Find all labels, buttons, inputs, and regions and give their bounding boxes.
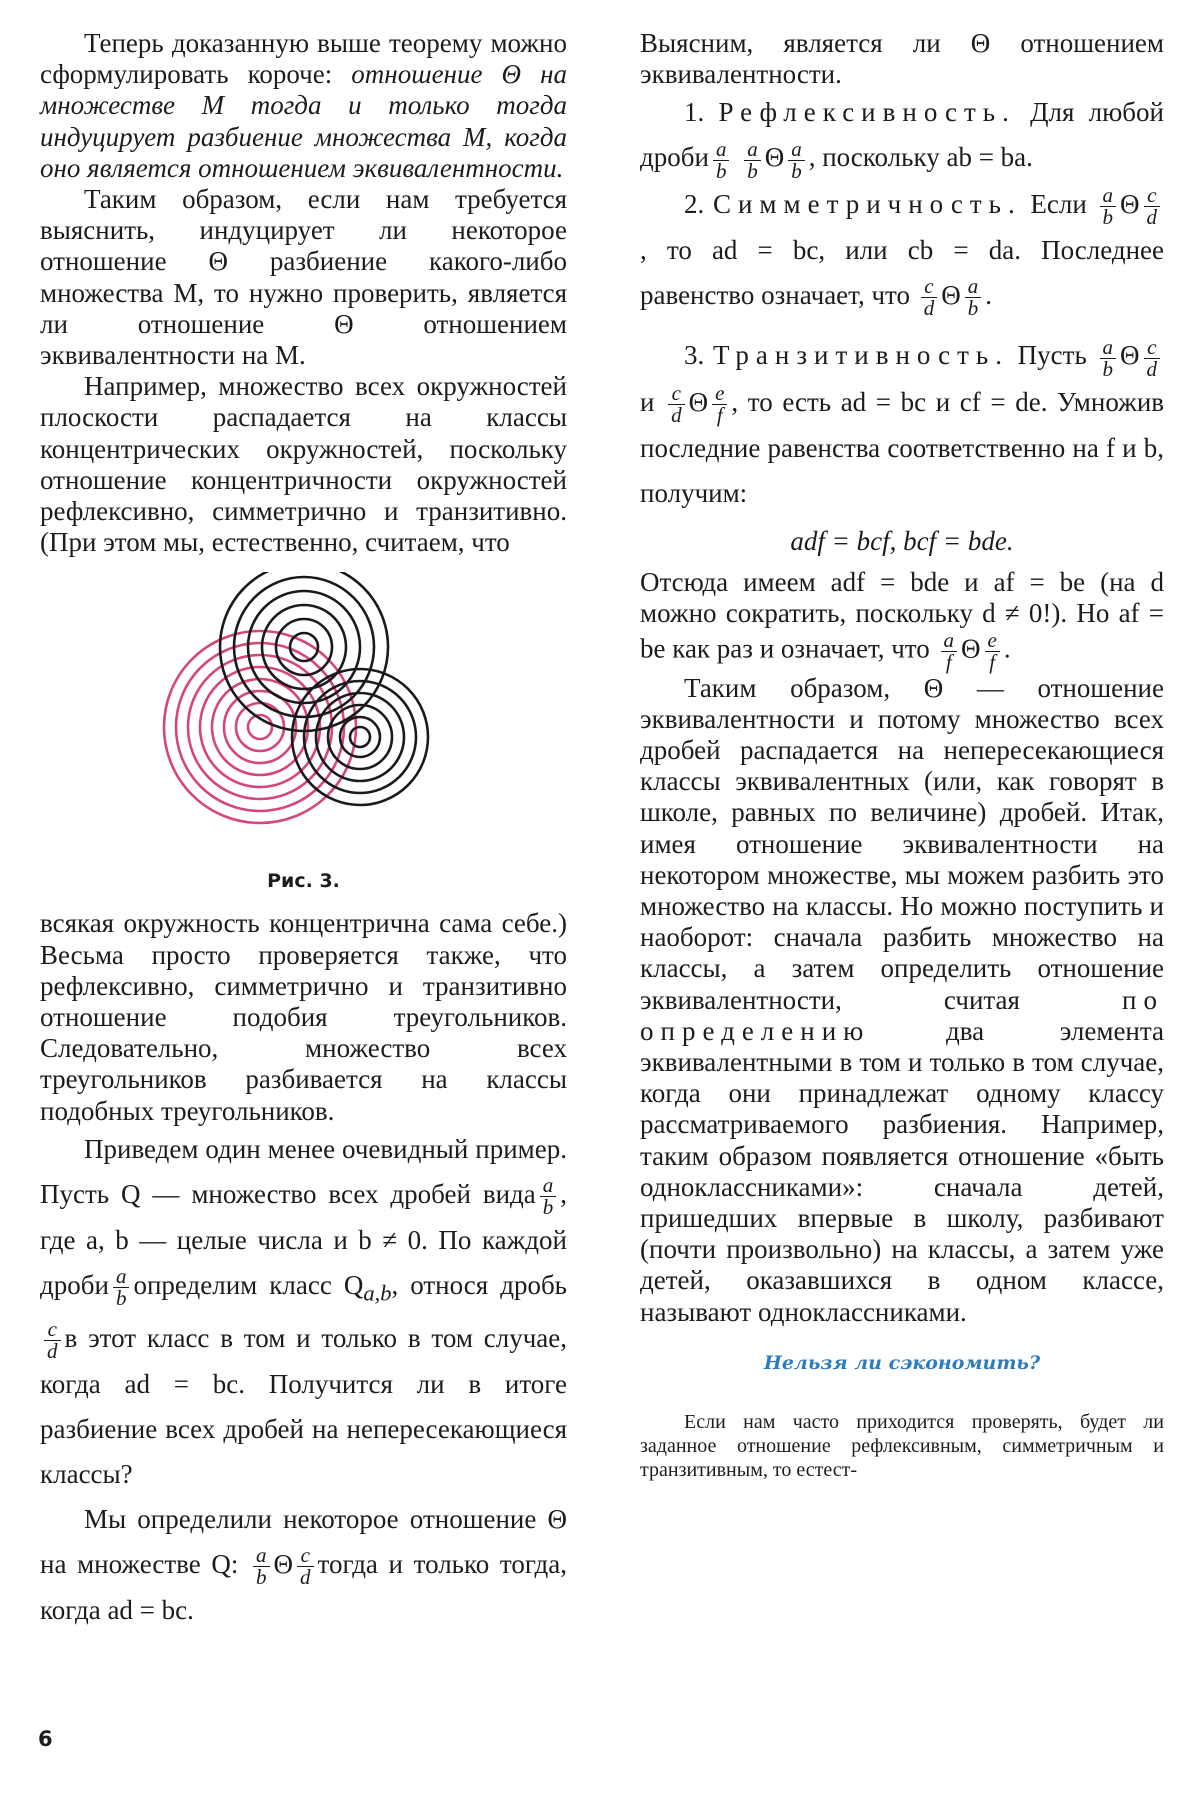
paragraph-circles-example: Например, множество всех окружностей плоскости распадается на классы концентрических окружностей, поскольку отношение концентричности окружностей рефлексивно, симметрично и транзитивно. (При этом мы, естественно, считаем, что xyxy=(40,371,567,558)
fraction-a-over-b xyxy=(744,136,761,183)
denominator: b xyxy=(115,1286,127,1311)
figure-concentric-circles xyxy=(40,572,567,862)
text-fragment: два элемента эквивалентными в том и только в том случае, когда они принадлежат одному классу рассматриваемого разбиения. Например, таким образом появляется отношение «быть одноклассниками»: сначала детей, пришедших впервые в школу, разбивают (почти произвольно) на классы, а затем уже детей, оказавшихся в одном классе, называют одноклассниками. xyxy=(640,1015,1164,1327)
denominator: b xyxy=(256,1565,267,1590)
paragraph-cancellation xyxy=(640,567,1164,672)
theta-symbol: Θ xyxy=(1120,188,1140,219)
page-number: 6 xyxy=(38,1727,53,1751)
numerator: a xyxy=(788,139,805,161)
paragraph-symmetry xyxy=(640,182,1164,320)
denominator: f xyxy=(945,649,952,674)
paragraph-reflexivity xyxy=(640,90,1164,181)
paragraph-conclusion xyxy=(640,673,1164,1328)
theta-symbol: Θ xyxy=(941,280,961,310)
denominator: d xyxy=(47,1338,58,1363)
denominator: b xyxy=(1102,356,1113,381)
term-reflexivity: Рефлексивность. xyxy=(718,97,1016,128)
figure-caption: Рис. 3. xyxy=(267,870,340,893)
text-fragment: , поскольку ab = ba. xyxy=(808,142,1033,173)
numerator: a xyxy=(253,1545,270,1567)
text-fragment: Для любой дроби xyxy=(640,97,1164,173)
paragraph-theorem xyxy=(40,28,567,184)
paragraph-check-equivalence: Выясним, является ли Θ отношением эквивалентности. xyxy=(640,28,1164,90)
denominator: b xyxy=(967,296,979,321)
text-fragment: тогда и только тогда, когда ad = bc. xyxy=(40,1548,568,1626)
paragraph-fractions-example xyxy=(40,1127,567,1497)
numerator: a xyxy=(713,139,730,161)
right-column xyxy=(640,28,1164,1482)
denominator: d xyxy=(1146,356,1157,381)
paragraph-similarity: всякая окружность концентрична сама себе.) Весьма просто проверяется также, что рефлексивно, симметрично и транзитивно отношение подобия треугольников. Следовательно, множество всех треугольников разбивается на классы подобных треугольников. xyxy=(40,908,567,1126)
numerator: c xyxy=(1144,185,1161,207)
fraction-a-over-b xyxy=(1100,334,1117,381)
theta-symbol: Θ xyxy=(961,633,981,664)
denominator: d xyxy=(1146,205,1158,229)
numerator: e xyxy=(712,383,727,405)
fraction-e-over-f xyxy=(712,380,727,427)
fraction-e-over-f xyxy=(985,627,1000,674)
numerator: c xyxy=(44,1319,61,1341)
numerator: c xyxy=(921,276,938,298)
fraction-a-over-b xyxy=(253,1545,270,1588)
fraction-c-over-d xyxy=(1144,334,1161,381)
theorem-statement: отношение Θ на множестве M тогда и только тогда индуцирует разбиение множества M, когда оно является отношением эквивалентности. xyxy=(40,59,567,183)
formula-products: adf = bcf, bcf = bde. xyxy=(790,525,1014,556)
numerator: a xyxy=(1100,185,1117,207)
concentric-circles-illustration xyxy=(154,572,454,862)
text-fragment: Приведем один менее очевидный пример. Пусть Q — множество всех дробей вида xyxy=(40,1133,567,1209)
denominator: b xyxy=(747,158,758,183)
fraction-c-over-d xyxy=(1144,185,1161,228)
denominator: f xyxy=(716,402,723,427)
denominator: b xyxy=(715,158,727,183)
numerator: e xyxy=(985,630,1000,652)
text-fragment: Таким образом, Θ — отношение эквивалентности и потому множество всех дробей распадается на непересекающиеся классы эквивалентных (или, как говорят в школе, равных по величине) дробей. Итак, имея отношение эквивалентности на некотором множестве, мы можем разбить это множество на классы. Но можно поступить и наоборот: сначала разбить множество на классы, а затем определить отношение эквивалентности, считая xyxy=(640,672,1164,1015)
term-transitivity: Транзитивность. xyxy=(712,340,1009,371)
theta-symbol: Θ xyxy=(688,386,709,417)
numerator: c xyxy=(297,1545,314,1567)
denominator: d xyxy=(671,402,682,427)
fraction-c-over-d xyxy=(921,276,938,319)
text-fragment: то есть ad = bc и cf = de. Умножив последние равенства соответственно на f и b, получим: xyxy=(640,386,1165,508)
item-number: 1. xyxy=(684,97,705,128)
numerator: a xyxy=(540,1175,557,1197)
paragraph-relation-definition xyxy=(40,1497,567,1633)
item-number: 3. xyxy=(684,340,705,371)
denominator: d xyxy=(300,1565,311,1590)
text-fragment: Если xyxy=(1030,188,1087,219)
text-fragment: , то ad = bc, или cb = da. Последнее равенство означает, что xyxy=(640,235,1164,310)
numerator: a xyxy=(113,1266,130,1288)
section-title: Нельзя ли сэкономить? xyxy=(763,1351,1041,1374)
fraction-a-over-b xyxy=(113,1266,130,1309)
text-fragment: Пусть xyxy=(1017,340,1087,371)
text-fragment: . xyxy=(1003,633,1011,664)
fraction-c-over-d xyxy=(44,1316,61,1363)
numerator: c xyxy=(1144,337,1161,359)
subscript: a,b xyxy=(363,1280,392,1306)
denominator: b xyxy=(791,158,802,183)
paragraph-transitivity: 3. Транзитивность. Пусть $\frac{a}{b}$ Θ $\frac{c}{d}$ и $\frac{c}{d}$ Θ $\frac{e}{f}$ , то есть ad = bc и cf = de. Умножив последние равенства соответственно на f и b, получим: xyxy=(640,334,1165,508)
numerator: a xyxy=(941,630,958,652)
text-fragment: определим класс Q xyxy=(133,1270,364,1301)
fraction-a-over-b xyxy=(1100,185,1117,228)
term-symmetry: Симметричность. xyxy=(712,188,1022,219)
text-fragment: . xyxy=(985,280,992,310)
paragraph-procedure: Таким образом, если нам требуется выяснить, индуцирует ли некоторое отношение Θ разбиение какого-либо множества M, то нужно проверить, является ли отношение Θ отношением эквивалентности на M. xyxy=(40,184,567,371)
fraction-c-over-d xyxy=(297,1545,314,1588)
paragraph-section-start: Если нам часто приходится проверять, будет ли заданное отношение рефлексивным, симметричным и транзитивным, то естест- xyxy=(640,1410,1164,1481)
fraction-a-over-b xyxy=(788,136,805,183)
denominator: f xyxy=(989,649,996,674)
theta-symbol: Θ xyxy=(273,1548,294,1579)
numerator: a xyxy=(965,276,982,298)
theta-symbol: Θ xyxy=(1120,340,1140,371)
text-fragment: в этот класс в том и только в том случае, когда ad = bc. Получится ли в итоге разбиение всех дробей на непересекающиеся классы? xyxy=(40,1322,567,1489)
denominator: d xyxy=(923,296,935,321)
text-fragment: , относя дробь xyxy=(391,1270,567,1301)
fraction-a-over-b xyxy=(965,276,982,319)
numerator: c xyxy=(668,383,685,405)
text-fragment: и xyxy=(640,386,655,417)
term-by-definition: по определению xyxy=(640,984,1164,1046)
theorem-intro: Теперь доказанную выше теорему можно сформулировать короче: xyxy=(40,28,567,90)
text-fragment: , где a, b — целые числа и b ≠ 0. По каждой дроби xyxy=(40,1178,567,1301)
denominator: b xyxy=(1102,205,1114,229)
numerator: a xyxy=(1100,337,1117,359)
fraction-a-over-b xyxy=(713,136,730,183)
fraction-a-over-f xyxy=(941,627,958,674)
item-number: 2. xyxy=(684,188,705,219)
text-fragment: Мы определили некоторое отношение Θ на множестве Q: xyxy=(40,1503,567,1579)
fraction-c-over-d xyxy=(668,380,685,427)
theta-symbol: Θ xyxy=(764,142,785,173)
left-column xyxy=(40,28,567,1633)
denominator: b xyxy=(542,1195,554,1220)
text-fragment: Отсюда имеем adf = bde и af = be (на d можно сократить, поскольку d ≠ 0!). Но af = be как раз и означает, что xyxy=(640,567,1164,664)
numerator: a xyxy=(744,139,761,161)
fraction-a-over-b xyxy=(540,1175,557,1218)
